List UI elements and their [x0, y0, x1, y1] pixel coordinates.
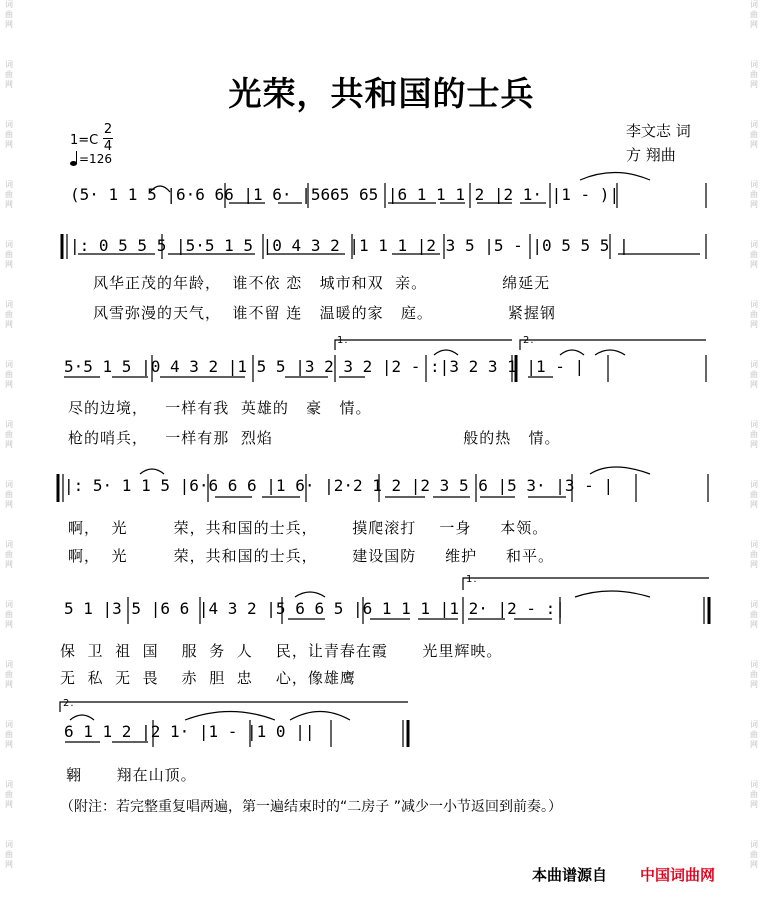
volta-first-label: 1.: [337, 335, 349, 346]
time-signature-top: 2: [103, 122, 113, 137]
lyric-line-6a: 翱 翔在山顶。: [66, 766, 197, 784]
lyric-line-3b: 枪的哨兵， 一样有那 烈焰 般的热 情。: [68, 429, 561, 447]
watermark-text: 词 曲 网: [5, 300, 13, 329]
score-line-5: 5 1 |3 5 |6 6 |4 3 2 |5 6 6 5 |6 1 1 1 |1 2· |2 - :|: [64, 599, 565, 618]
lyric-line-3a: 尽的边境， 一样有我 英雄的 豪 情。: [68, 399, 372, 417]
lyric-line-4b: 啊， 光 荣，共和国的士兵， 建设国防 维护 和平。: [68, 547, 554, 565]
watermark-text: 词 曲 网: [5, 720, 13, 749]
watermark-text: 词 曲 网: [750, 240, 758, 269]
volta-second-label: 2.: [523, 335, 535, 346]
watermark-text: 词 曲 网: [750, 840, 758, 869]
watermark-text: 词 曲 网: [750, 300, 758, 329]
watermark-text: 词 曲 网: [5, 660, 13, 689]
tempo-value: =126: [79, 152, 112, 166]
watermark-text: 词 曲 网: [5, 780, 13, 809]
watermark-text: 词 曲 网: [750, 60, 758, 89]
score-line-1: (5· 1 1 5 |6·6 66 |1 6· |5665 65 |6 1 1 1 2 |2 1· |1 - )|: [70, 185, 620, 204]
lyric-line-5a: 保 卫 祖 国 服 务 人 民，让青春在霞 光里辉映。: [60, 642, 503, 660]
watermark-text: 词 曲 网: [750, 540, 758, 569]
watermark-text: 词 曲 网: [750, 480, 758, 509]
watermark-text: 词 曲 网: [750, 600, 758, 629]
footnote: （附注：若完整重复唱两遍，第一遍结束时的“二房子 ”减少一小节返回到前奏。）: [60, 799, 562, 815]
watermark-text: 词 曲 网: [5, 240, 13, 269]
watermark-text: 词 曲 网: [750, 420, 758, 449]
score-line-4: |: 5· 1 1 5 |6·6 6 6 |1 6· |2·2 1 2 |2 3 5 6 |5 3· |3 - |: [64, 476, 614, 495]
watermark-text: 词 曲 网: [5, 600, 13, 629]
key-signature: 1=C: [70, 133, 99, 148]
score-line-3: 5·5 1 5 |0 4 3 2 |1 5 5 |3 2 3 2 |2 - :|3 2 3 1 |1 - |: [64, 357, 585, 376]
watermark-text: 词 曲 网: [750, 660, 758, 689]
time-signature-bottom: 4: [103, 139, 113, 154]
watermark-text: 词 曲 网: [750, 780, 758, 809]
watermark-text: 词 曲 网: [5, 840, 13, 869]
lyricist-credit: 李文志 词: [626, 122, 691, 140]
volta-second-label-2: 2.: [63, 698, 75, 709]
watermark-text: 词 曲 网: [750, 720, 758, 749]
score-line-6: 6 1 1 2 |2 1· |1 - |1 0 ||: [64, 722, 315, 741]
watermark-text: 词 曲 网: [5, 60, 13, 89]
watermark-text: 词 曲 网: [750, 360, 758, 389]
watermark-text: 词 曲 网: [5, 540, 13, 569]
lyric-line-5b: 无 私 无 畏 赤 胆 忠 心，像雄鹰: [60, 669, 356, 687]
watermark-text: 词 曲 网: [5, 120, 13, 149]
watermark-text: 词 曲 网: [5, 360, 13, 389]
source-label: 本曲谱源自: [532, 866, 608, 884]
watermark-text: 词 曲 网: [5, 180, 13, 209]
lyric-line-2a: 风华正茂的年龄， 谁不依 恋 城市和双 亲。 绵延无: [93, 274, 551, 292]
watermark-text: 词 曲 网: [750, 180, 758, 209]
source-site-link[interactable]: 中国词曲网: [640, 866, 716, 884]
lyric-line-4a: 啊， 光 荣，共和国的士兵， 摸爬滚打 一身 本领。: [68, 519, 549, 537]
lyric-line-2b: 风雪弥漫的天气， 谁不留 连 温暖的家 庭。 紧握钢: [93, 304, 556, 322]
watermark-text: 词 曲 网: [5, 480, 13, 509]
score-line-2: |: 0 5 5 5 |5·5 1 5 |0 4 3 2 |1 1 1 |2 3 5 |5 - |0 5 5 5 |: [70, 236, 629, 255]
composer-credit: 方 翔曲: [626, 146, 676, 164]
watermark-text: 词 曲 网: [5, 420, 13, 449]
watermark-text: 词 曲 网: [750, 0, 758, 29]
watermark-text: 词 曲 网: [5, 0, 13, 29]
watermark-text: 词 曲 网: [750, 120, 758, 149]
volta-first-label-2: 1.: [466, 574, 478, 585]
song-title: 光荣，共和国的士兵: [228, 74, 535, 113]
